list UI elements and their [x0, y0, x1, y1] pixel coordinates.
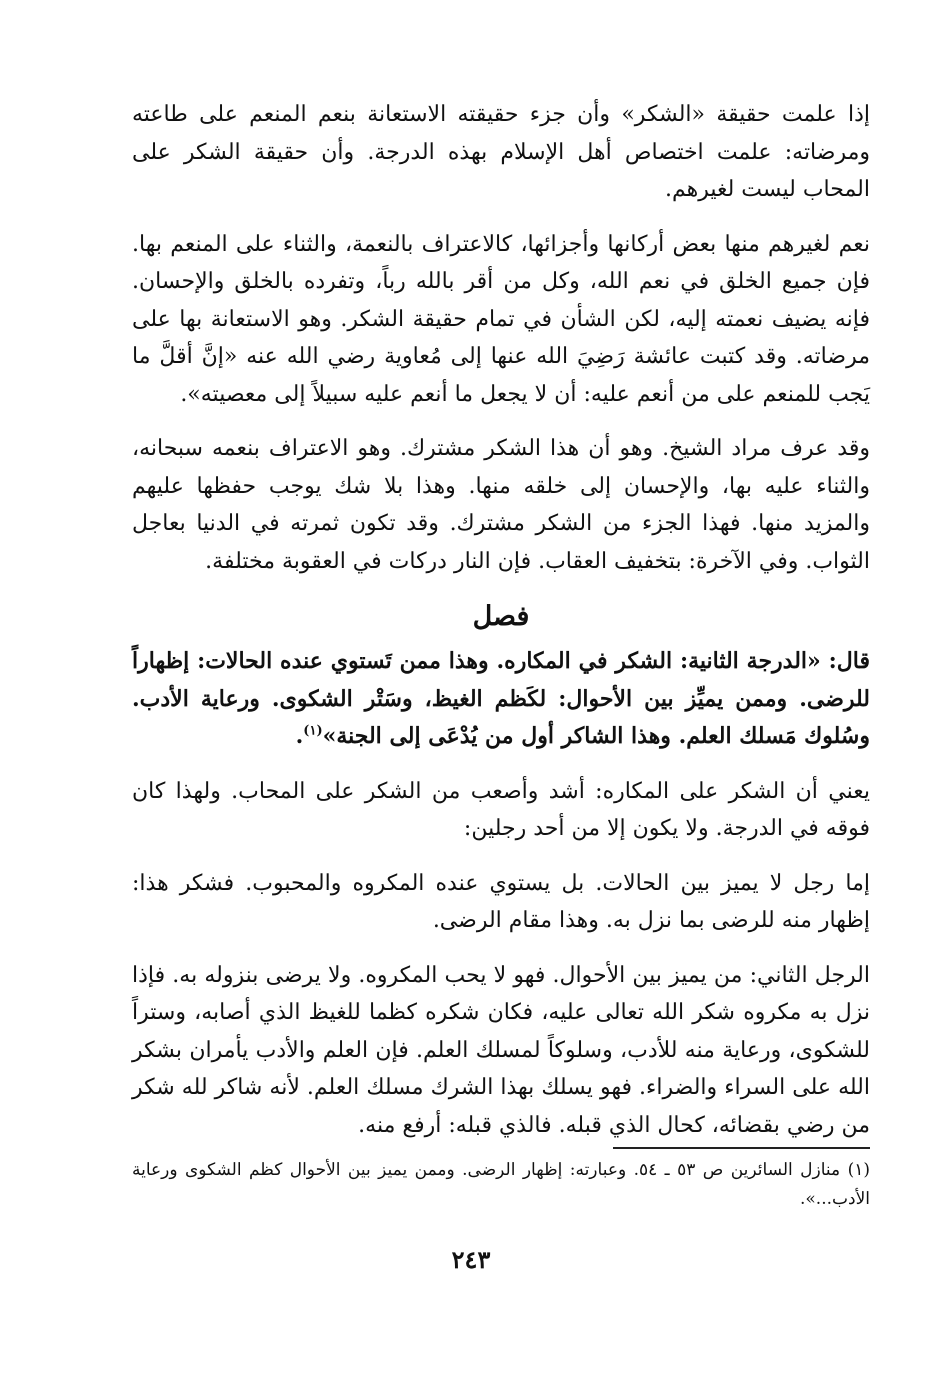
page-body	[132, 96, 870, 1161]
footnote: (١) منازل السائرين ص ٥٣ ـ ٥٤. وعبارته: إظهار الرضى. وممن يميز بين الأحوال كظم الشكوى ورعاية الأدب...».	[132, 1160, 870, 1209]
paragraph-5: إما رجل لا يميز بين الحالات. بل يستوي عنده المكروه والمحبوب. فشكر هذا: إظهار منه للرضى بما نزل به. وهذا مقام الرضى.	[132, 870, 870, 933]
footnote-divider	[613, 1147, 870, 1149]
footnote-reference: (١)	[303, 723, 323, 739]
paragraph-6: الرجل الثاني: من يميز بين الأحوال. فهو لا يحب المكروه. ولا يرضى بنزوله به. فإذا نزل به مكروه شكر الله تعالى عليه، فكان شكره كظما للغيظ الذي أصابه، وستراً للشكوى، ورعاية منه للأدب، وسلوكاً لمسلك العلم. فإن العلم والأدب يأمران بشكر الله على السراء والضراء. فهو يسلك بهذا الشرك مسلك العلم. لأنه شاكر لله شكر من رضي بقضائه، كحال الذي قبله. فالذي قبله: أرفع منه.	[132, 962, 870, 1138]
quote-text: قال: «الدرجة الثانية: الشكر في المكاره. وهذا ممن تَستوي عنده الحالات: إظهاراً للرضى. وممن يميِّز بين الأحوال: لكَظم الغيظ، وسَتْر الشكوى. ورعاية الأدب. وسُلوك مَسلك العلم. وهذا الشاكر أول من يُدْعَى إلى الجنة»	[132, 648, 870, 749]
quote-paragraph	[132, 643, 870, 756]
paragraph-1: إذا علمت حقيقة «الشكر» وأن جزء حقيقته الاستعانة بنعم المنعم على طاعته ومرضاته: علمت اختصاص أهل الإسلام بهذه الدرجة. وأن حقيقة الشكر على المحاب ليست لغيرهم.	[132, 102, 870, 202]
section-heading: فصل	[472, 601, 530, 632]
paragraph-2: نعم لغيرهم منها بعض أركانها وأجزائها، كالاعتراف بالنعمة، والثناء على المنعم بها. فإن جميع الخلق في نعم الله، وكل من أقر بالله رباً، وتفرده بالخلق والإحسان. فإنه يضيف نعمته إليه، لكن الشأن في تمام حقيقة الشكر. وهو الاستعانة بها على مرضاته. وقد كتبت عائشة رَضِيَ الله عنها إلى مُعاوية رضي الله عنه «إنَّ أقلَّ ما يَجب للمنعم على من أنعم عليه: أن لا يجعل ما أنعم عليه سبيلاً إلى معصيته».	[132, 231, 870, 407]
page-number: ٢٤٣	[451, 1245, 491, 1274]
quote-end: .	[295, 723, 304, 749]
paragraph-4: يعني أن الشكر على المكاره: أشد وأصعب من الشكر على المحاب. ولهذا كان فوقه في الدرجة. ولا يكون إلا من أحد رجلين:	[132, 778, 870, 841]
paragraph-3: وقد عرف مراد الشيخ. وهو أن هذا الشكر مشترك. وهو الاعتراف بنعمه سبحانه، والثناء عليه بها، والإحسان إلى خلقه منها. وهذا بلا شك يوجب حفظها عليهم والمزيد منها. فهذا الجزء من الشكر مشترك. وقد تكون ثمرته في الدنيا بعاجل الثواب. وفي الآخرة: بتخفيف العقاب. فإن النار دركات في العقوبة مختلفة.	[132, 436, 870, 574]
